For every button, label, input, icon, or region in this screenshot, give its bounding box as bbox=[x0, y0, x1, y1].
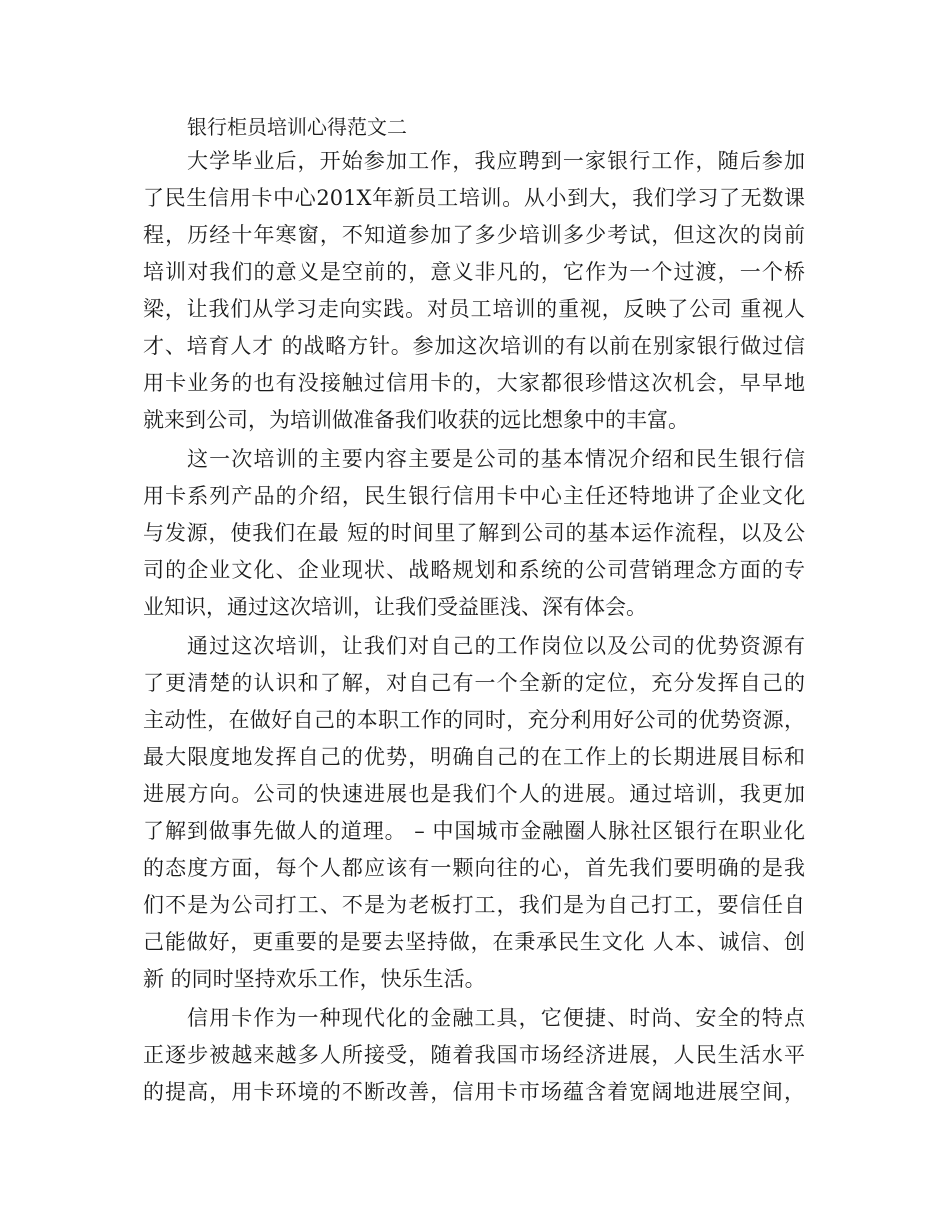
paragraph-3-line-10: 新 的同时坚持欢乐工作，快乐生活。 bbox=[143, 967, 486, 991]
paragraph-1-line-5: 梁，让我们从学习走向实践。对员工培训的重视，反映了公司 重视人 bbox=[143, 297, 805, 321]
paragraph-1-line-6: 才、培育人才 的战略方针。参加这次培训的有以前在别家银行做过信 bbox=[143, 334, 805, 358]
paragraph-1-line-2: 了民生信用卡中心201X年新员工培训。从小到大，我们学习了无数课 bbox=[143, 186, 805, 210]
paragraph-2-line-4: 司的企业文化、企业现状、战略规划和系统的公司营销理念方面的专 bbox=[143, 558, 805, 582]
paragraph-1-line-1: 大学毕业后，开始参加工作，我应聘到一家银行工作，随后参加 bbox=[187, 149, 805, 173]
paragraph-3-line-3: 主动性，在做好自己的本职工作的同时，充分利用好公司的优势资源， bbox=[143, 708, 805, 732]
paragraph-4-line-3: 的提高，用卡环境的不断改善，信用卡市场蕴含着宽阔地进展空间， bbox=[143, 1080, 805, 1104]
paragraph-3-line-7: 的态度方面，每个人都应该有一颗向往的心，首先我们要明确的是我 bbox=[143, 856, 805, 880]
document-title: 银行柜员培训心得范文二 bbox=[187, 115, 407, 139]
paragraph-1-line-8: 就来到公司，为培训做准备我们收获的远比想象中的丰富。 bbox=[143, 408, 689, 432]
paragraph-4-line-2: 正逐步被越来越多人所接受，随着我国市场经济进展，人民生活水平 bbox=[143, 1043, 805, 1067]
paragraph-1-line-4: 培训对我们的意义是空前的，意义非凡的，它作为一个过渡，一个桥 bbox=[143, 260, 805, 284]
paragraph-3-line-5: 进展方向。公司的快速进展也是我们个人的进展。通过培训，我更加 bbox=[143, 782, 805, 806]
paragraph-2-line-5: 业知识，通过这次培训，让我们受益匪浅、深有体会。 bbox=[143, 595, 647, 619]
paragraph-2-line-1: 这一次培训的主要内容主要是公司的基本情况介绍和民生银行信 bbox=[187, 447, 805, 471]
paragraph-3-line-8: 们不是为公司打工、不是为老板打工，我们是为自己打工，要信任自 bbox=[143, 893, 805, 917]
paragraph-4-line-1: 信用卡作为一种现代化的金融工具，它便捷、时尚、安全的特点 bbox=[187, 1006, 805, 1030]
paragraph-3-line-9: 己能做好，更重要的是要去坚持做，在秉承民生文化 人本、诚信、创 bbox=[143, 930, 805, 954]
paragraph-3-line-1: 通过这次培训，让我们对自己的工作岗位以及公司的优势资源有 bbox=[187, 634, 805, 658]
paragraph-3-line-4: 最大限度地发挥自己的优势，明确自己的在工作上的长期进展目标和 bbox=[143, 745, 805, 769]
paragraph-2-line-3: 与发源，使我们在最 短的时间里了解到公司的基本运作流程，以及公 bbox=[143, 521, 805, 545]
paragraph-1-line-3: 程，历经十年寒窗，不知道参加了多少培训多少考试，但这次的岗前 bbox=[143, 223, 805, 247]
paragraph-3-line-6: 了解到做事先做人的道理。 – 中国城市金融圈人脉社区银行在职业化 bbox=[143, 819, 805, 843]
paragraph-2-line-2: 用卡系列产品的介绍，民生银行信用卡中心主任还特地讲了企业文化 bbox=[143, 484, 805, 508]
paragraph-1-line-7: 用卡业务的也有没接触过信用卡的，大家都很珍惜这次机会，早早地 bbox=[143, 371, 805, 395]
paragraph-3-line-2: 了更清楚的认识和了解，对自己有一个全新的定位，充分发挥自己的 bbox=[143, 671, 805, 695]
